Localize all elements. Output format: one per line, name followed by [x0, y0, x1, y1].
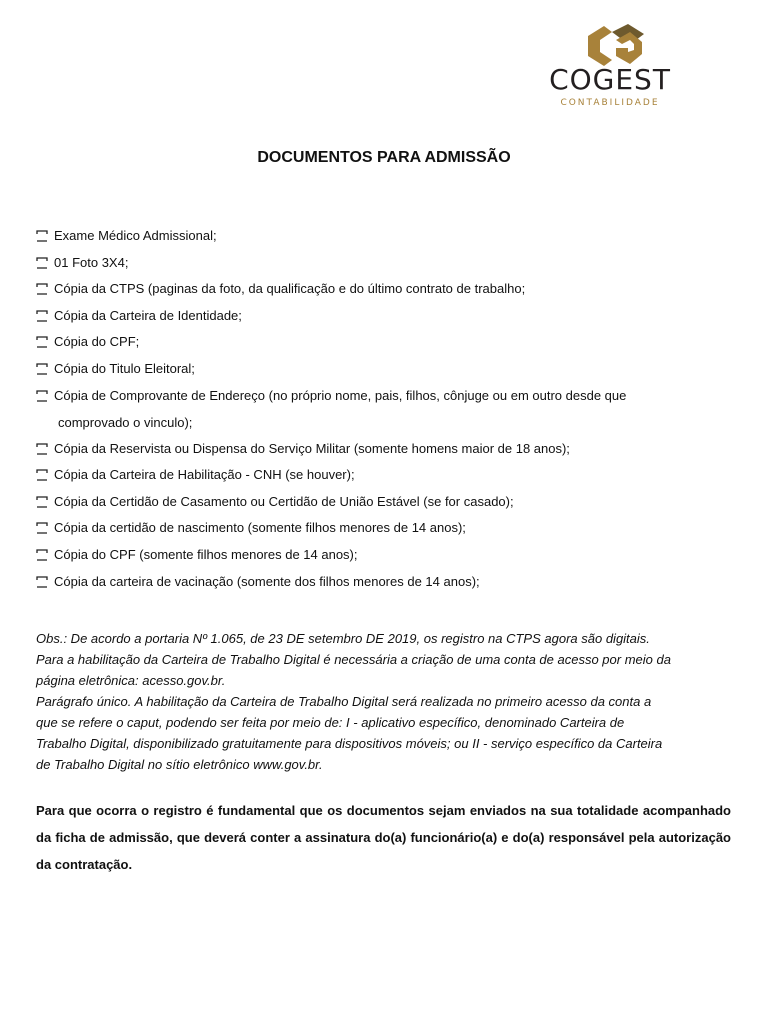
checklist-item-label: Cópia da certidão de nascimento (somente filhos menores de 14 anos);	[54, 520, 466, 536]
checklist-item	[35, 545, 735, 572]
checklist-item	[35, 226, 735, 253]
checklist-item-continuation: comprovado o vinculo);	[58, 414, 193, 430]
obs-line: de Trabalho Digital no sítio eletrônico www.gov.br.	[36, 757, 323, 772]
checklist-item-label: Cópia da Carteira de Habilitação - CNH (se houver);	[54, 467, 355, 483]
checklist-item	[35, 359, 735, 386]
obs-line: Trabalho Digital, disponibilizado gratuitamente para dispositivos móveis; ou II - serviço específico da Carteira	[36, 736, 663, 751]
logo-subtitle: CONTABILIDADE	[560, 98, 660, 108]
checklist-item	[35, 386, 735, 439]
checklist-item	[35, 279, 735, 306]
checkbox-icon[interactable]	[36, 390, 48, 402]
checklist-item	[35, 253, 735, 280]
checklist-item-label: Cópia da carteira de vacinação (somente dos filhos menores de 14 anos);	[54, 573, 480, 589]
checklist-item	[35, 518, 735, 545]
checklist-item	[35, 465, 735, 492]
checkbox-icon[interactable]	[36, 576, 48, 588]
checklist-item-label: 01 Foto 3X4;	[54, 254, 129, 270]
checkbox-icon[interactable]	[36, 496, 48, 508]
page-title: DOCUMENTOS PARA ADMISSÃO	[257, 149, 511, 166]
checkbox-icon[interactable]	[36, 336, 48, 348]
checklist-item-label: Cópia de Comprovante de Endereço (no próprio nome, pais, filhos, cônjuge ou em outro desde que	[54, 387, 627, 403]
checklist-item	[35, 306, 735, 333]
checkbox-icon[interactable]	[36, 469, 48, 481]
checkbox-icon[interactable]	[36, 283, 48, 295]
checkbox-icon[interactable]	[36, 257, 48, 269]
checklist-item-label: Exame Médico Admissional;	[54, 228, 217, 243]
logo-wordmark: COGEST	[549, 63, 671, 96]
checklist-item-label: Cópia da Carteira de Identidade;	[54, 307, 242, 323]
checkbox-icon[interactable]	[36, 443, 48, 455]
obs-line: Parágrafo único. A habilitação da Carteira de Trabalho Digital será realizada no primeiro acesso da conta a	[36, 694, 652, 709]
checklist-item-label: Cópia do CPF (somente filhos menores de 14 anos);	[54, 546, 358, 562]
cogest-mark-icon	[582, 22, 646, 68]
checklist-item	[35, 572, 735, 599]
obs-line: que se refere o caput, podendo ser feita por meio de: I - aplicativo específico, denominado Carteira de	[36, 715, 625, 730]
checkbox-icon[interactable]	[36, 310, 48, 322]
checklist-item-label: Cópia do Titulo Eleitoral;	[54, 360, 195, 376]
obs-line: página eletrônica: acesso.gov.br.	[36, 673, 226, 688]
checklist-item-label: Cópia da CTPS (paginas da foto, da qualificação e do último contrato de trabalho;	[54, 281, 526, 297]
final-note: Para que ocorra o registro é fundamental que os documentos sejam enviados na sua totalidade acompanhado da ficha de admissão, que deverá conter a assinatura do(a) funcionário(a) e do(a) responsável pela autorização da contratação.	[36, 803, 731, 872]
checkbox-icon[interactable]	[36, 363, 48, 375]
company-logo	[512, 18, 706, 114]
obs-line: Para a habilitação da Carteira de Trabalho Digital é necessária a criação de uma conta de acesso por meio da	[36, 652, 671, 667]
observation-notes	[36, 628, 736, 775]
checkbox-icon[interactable]	[36, 549, 48, 561]
checkbox-icon[interactable]	[36, 522, 48, 534]
checklist-item	[35, 439, 735, 466]
document-checklist	[35, 226, 735, 598]
checklist-item	[35, 332, 735, 359]
checklist-item-label: Cópia do CPF;	[54, 334, 140, 350]
checklist-item-label: Cópia da Certidão de Casamento ou Certidão de União Estável (se for casado);	[54, 493, 514, 509]
checklist-item	[35, 492, 735, 519]
checklist-item-label: Cópia da Reservista ou Dispensa do Serviço Militar (somente homens maior de 18 anos);	[54, 440, 570, 456]
obs-line: Obs.: De acordo a portaria Nº 1.065, de 23 DE setembro DE 2019, os registro na CTPS agora são digitais.	[36, 631, 650, 646]
checkbox-icon[interactable]	[36, 230, 48, 242]
